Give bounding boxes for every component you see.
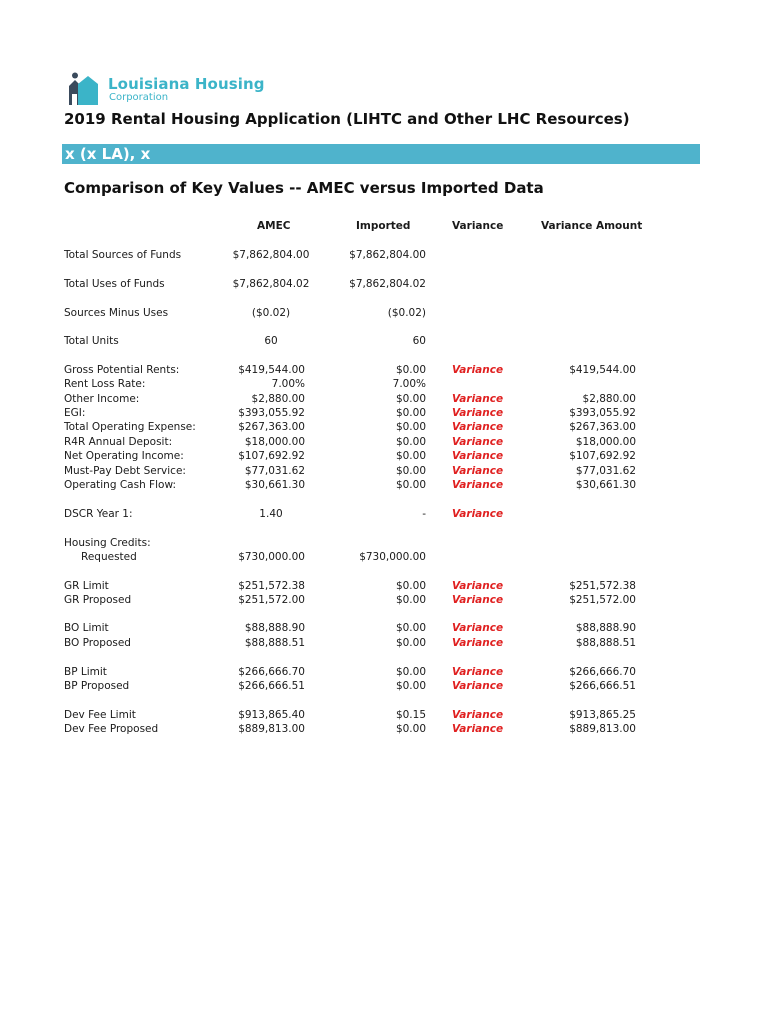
table-row [0, 636, 770, 650]
imported-value: 7.00% [392, 378, 426, 390]
variance-amount: $267,363.00 [569, 421, 636, 433]
imported-value: $0.00 [395, 723, 426, 735]
amec-value: 7.00% [271, 378, 305, 390]
project-bar [62, 144, 700, 164]
variance-amount: $266,666.70 [569, 666, 636, 678]
row-label: BP Limit [64, 666, 107, 678]
header-variance-amount: Variance Amount [541, 220, 643, 232]
table-row [0, 665, 770, 679]
amec-value: $30,661.30 [244, 479, 305, 491]
imported-value: $0.00 [395, 436, 426, 448]
house-logo-icon [68, 72, 100, 105]
row-label: Housing Credits: [64, 537, 151, 549]
row-label: Net Operating Income: [64, 450, 184, 462]
variance-flag: Variance [452, 580, 504, 592]
table-row [0, 722, 770, 736]
page-title: 2019 Rental Housing Application (LIHTC and Other LHC Resources) [64, 110, 630, 128]
table-row [0, 334, 770, 348]
row-label: Dev Fee Proposed [64, 723, 159, 735]
variance-flag: Variance [452, 421, 504, 433]
variance-flag: Variance [452, 436, 504, 448]
amec-value: $7,862,804.00 [232, 249, 310, 261]
variance-flag: Variance [452, 594, 504, 606]
row-label: EGI: [64, 407, 86, 419]
amec-value: $77,031.62 [244, 465, 305, 477]
table-row [0, 449, 770, 463]
imported-value: $0.00 [395, 666, 426, 678]
amec-value: ($0.02) [251, 307, 291, 319]
variance-amount: $393,055.92 [569, 407, 636, 419]
table-row [0, 248, 770, 262]
table-row [0, 478, 770, 492]
table-row [0, 593, 770, 607]
table-row [0, 306, 770, 320]
variance-flag: Variance [452, 709, 504, 721]
amec-value: $2,880.00 [251, 393, 305, 405]
variance-flag: Variance [452, 637, 504, 649]
amec-value: $88,888.90 [244, 622, 305, 634]
row-label: Dev Fee Limit [64, 709, 136, 721]
row-label: Total Units [64, 335, 119, 347]
amec-value: $251,572.00 [238, 594, 305, 606]
variance-flag: Variance [452, 393, 504, 405]
amec-value: $266,666.70 [238, 666, 305, 678]
variance-flag: Variance [452, 508, 504, 520]
imported-value: $0.00 [395, 580, 426, 592]
amec-value: 60 [264, 335, 278, 347]
table-row [0, 579, 770, 593]
variance-amount: $18,000.00 [575, 436, 636, 448]
variance-flag: Variance [452, 666, 504, 678]
amec-value: $107,692.92 [238, 450, 305, 462]
amec-value: $419,544.00 [238, 364, 305, 376]
imported-value: $0.00 [395, 479, 426, 491]
variance-amount: $419,544.00 [569, 364, 636, 376]
table-row [0, 435, 770, 449]
imported-value: 60 [412, 335, 426, 347]
table-row [0, 708, 770, 722]
imported-value: $7,862,804.02 [349, 278, 426, 290]
table-row [0, 507, 770, 521]
row-label: Gross Potential Rents: [64, 364, 180, 376]
row-label: Total Sources of Funds [64, 249, 182, 261]
imported-value: $0.00 [395, 407, 426, 419]
variance-flag: Variance [452, 479, 504, 491]
section-title: Comparison of Key Values -- AMEC versus Imported Data [64, 179, 544, 197]
table-row [0, 679, 770, 693]
imported-value: $0.00 [395, 680, 426, 692]
header-imported: Imported [356, 220, 411, 232]
table-row [0, 377, 770, 391]
row-label: Requested [81, 551, 137, 563]
row-label: DSCR Year 1: [64, 508, 133, 520]
variance-flag: Variance [452, 465, 504, 477]
variance-amount: $251,572.00 [569, 594, 636, 606]
table-row [0, 363, 770, 377]
imported-value: $0.00 [395, 421, 426, 433]
imported-value: $0.00 [395, 622, 426, 634]
amec-value: 1.40 [259, 508, 283, 520]
imported-value: $0.00 [395, 465, 426, 477]
imported-value: $7,862,804.00 [349, 249, 426, 261]
variance-amount: $30,661.30 [575, 479, 636, 491]
imported-value: $0.00 [395, 393, 426, 405]
table-row [0, 536, 770, 550]
table-row [0, 406, 770, 420]
row-label: Rent Loss Rate: [64, 378, 146, 390]
variance-amount: $88,888.51 [575, 637, 636, 649]
table-row [0, 550, 770, 564]
variance-amount: $266,666.51 [569, 680, 636, 692]
table-row [0, 464, 770, 478]
row-label: Total Operating Expense: [64, 421, 196, 433]
row-label: GR Proposed [64, 594, 132, 606]
row-label: BO Proposed [64, 637, 131, 649]
header-variance: Variance [452, 220, 504, 232]
row-label: GR Limit [64, 580, 109, 592]
amec-value: $18,000.00 [244, 436, 305, 448]
row-label: Must-Pay Debt Service: [64, 465, 186, 477]
variance-amount: $889,813.00 [569, 723, 636, 735]
row-label: BO Limit [64, 622, 109, 634]
row-label: BP Proposed [64, 680, 130, 692]
amec-value: $267,363.00 [238, 421, 305, 433]
logo-name: Louisiana Housing [108, 75, 265, 93]
imported-value: - [422, 508, 426, 520]
project-bar-text: x (x LA), x [65, 145, 151, 163]
table-row [0, 420, 770, 434]
table-row [0, 277, 770, 291]
table-row [0, 621, 770, 635]
variance-amount: $2,880.00 [582, 393, 636, 405]
variance-amount: $88,888.90 [575, 622, 636, 634]
amec-value: $88,888.51 [244, 637, 305, 649]
logo-subtitle: Corporation [109, 92, 169, 103]
variance-flag: Variance [452, 364, 504, 376]
amec-value: $266,666.51 [238, 680, 305, 692]
amec-value: $730,000.00 [238, 551, 305, 563]
imported-value: $730,000.00 [359, 551, 426, 563]
imported-value: $0.00 [395, 450, 426, 462]
row-label: Sources Minus Uses [64, 307, 169, 319]
amec-value: $913,865.40 [238, 709, 305, 721]
variance-amount: $107,692.92 [569, 450, 636, 462]
row-label: R4R Annual Deposit: [64, 436, 173, 448]
imported-value: $0.15 [395, 709, 426, 721]
variance-amount: $251,572.38 [569, 580, 636, 592]
row-label: Other Income: [64, 393, 140, 405]
amec-value: $393,055.92 [238, 407, 305, 419]
variance-flag: Variance [452, 723, 504, 735]
amec-value: $7,862,804.02 [232, 278, 310, 290]
variance-amount: $77,031.62 [575, 465, 636, 477]
imported-value: ($0.02) [387, 307, 426, 319]
variance-flag: Variance [452, 622, 504, 634]
amec-value: $889,813.00 [238, 723, 305, 735]
row-label: Operating Cash Flow: [64, 479, 176, 491]
imported-value: $0.00 [395, 364, 426, 376]
imported-value: $0.00 [395, 594, 426, 606]
row-label: Total Uses of Funds [64, 278, 165, 290]
logo [68, 72, 265, 106]
imported-value: $0.00 [395, 637, 426, 649]
variance-amount: $913,865.25 [569, 709, 636, 721]
amec-value: $251,572.38 [238, 580, 305, 592]
table-row [0, 392, 770, 406]
variance-flag: Variance [452, 680, 504, 692]
variance-flag: Variance [452, 450, 504, 462]
header-amec: AMEC [257, 220, 291, 232]
variance-flag: Variance [452, 407, 504, 419]
